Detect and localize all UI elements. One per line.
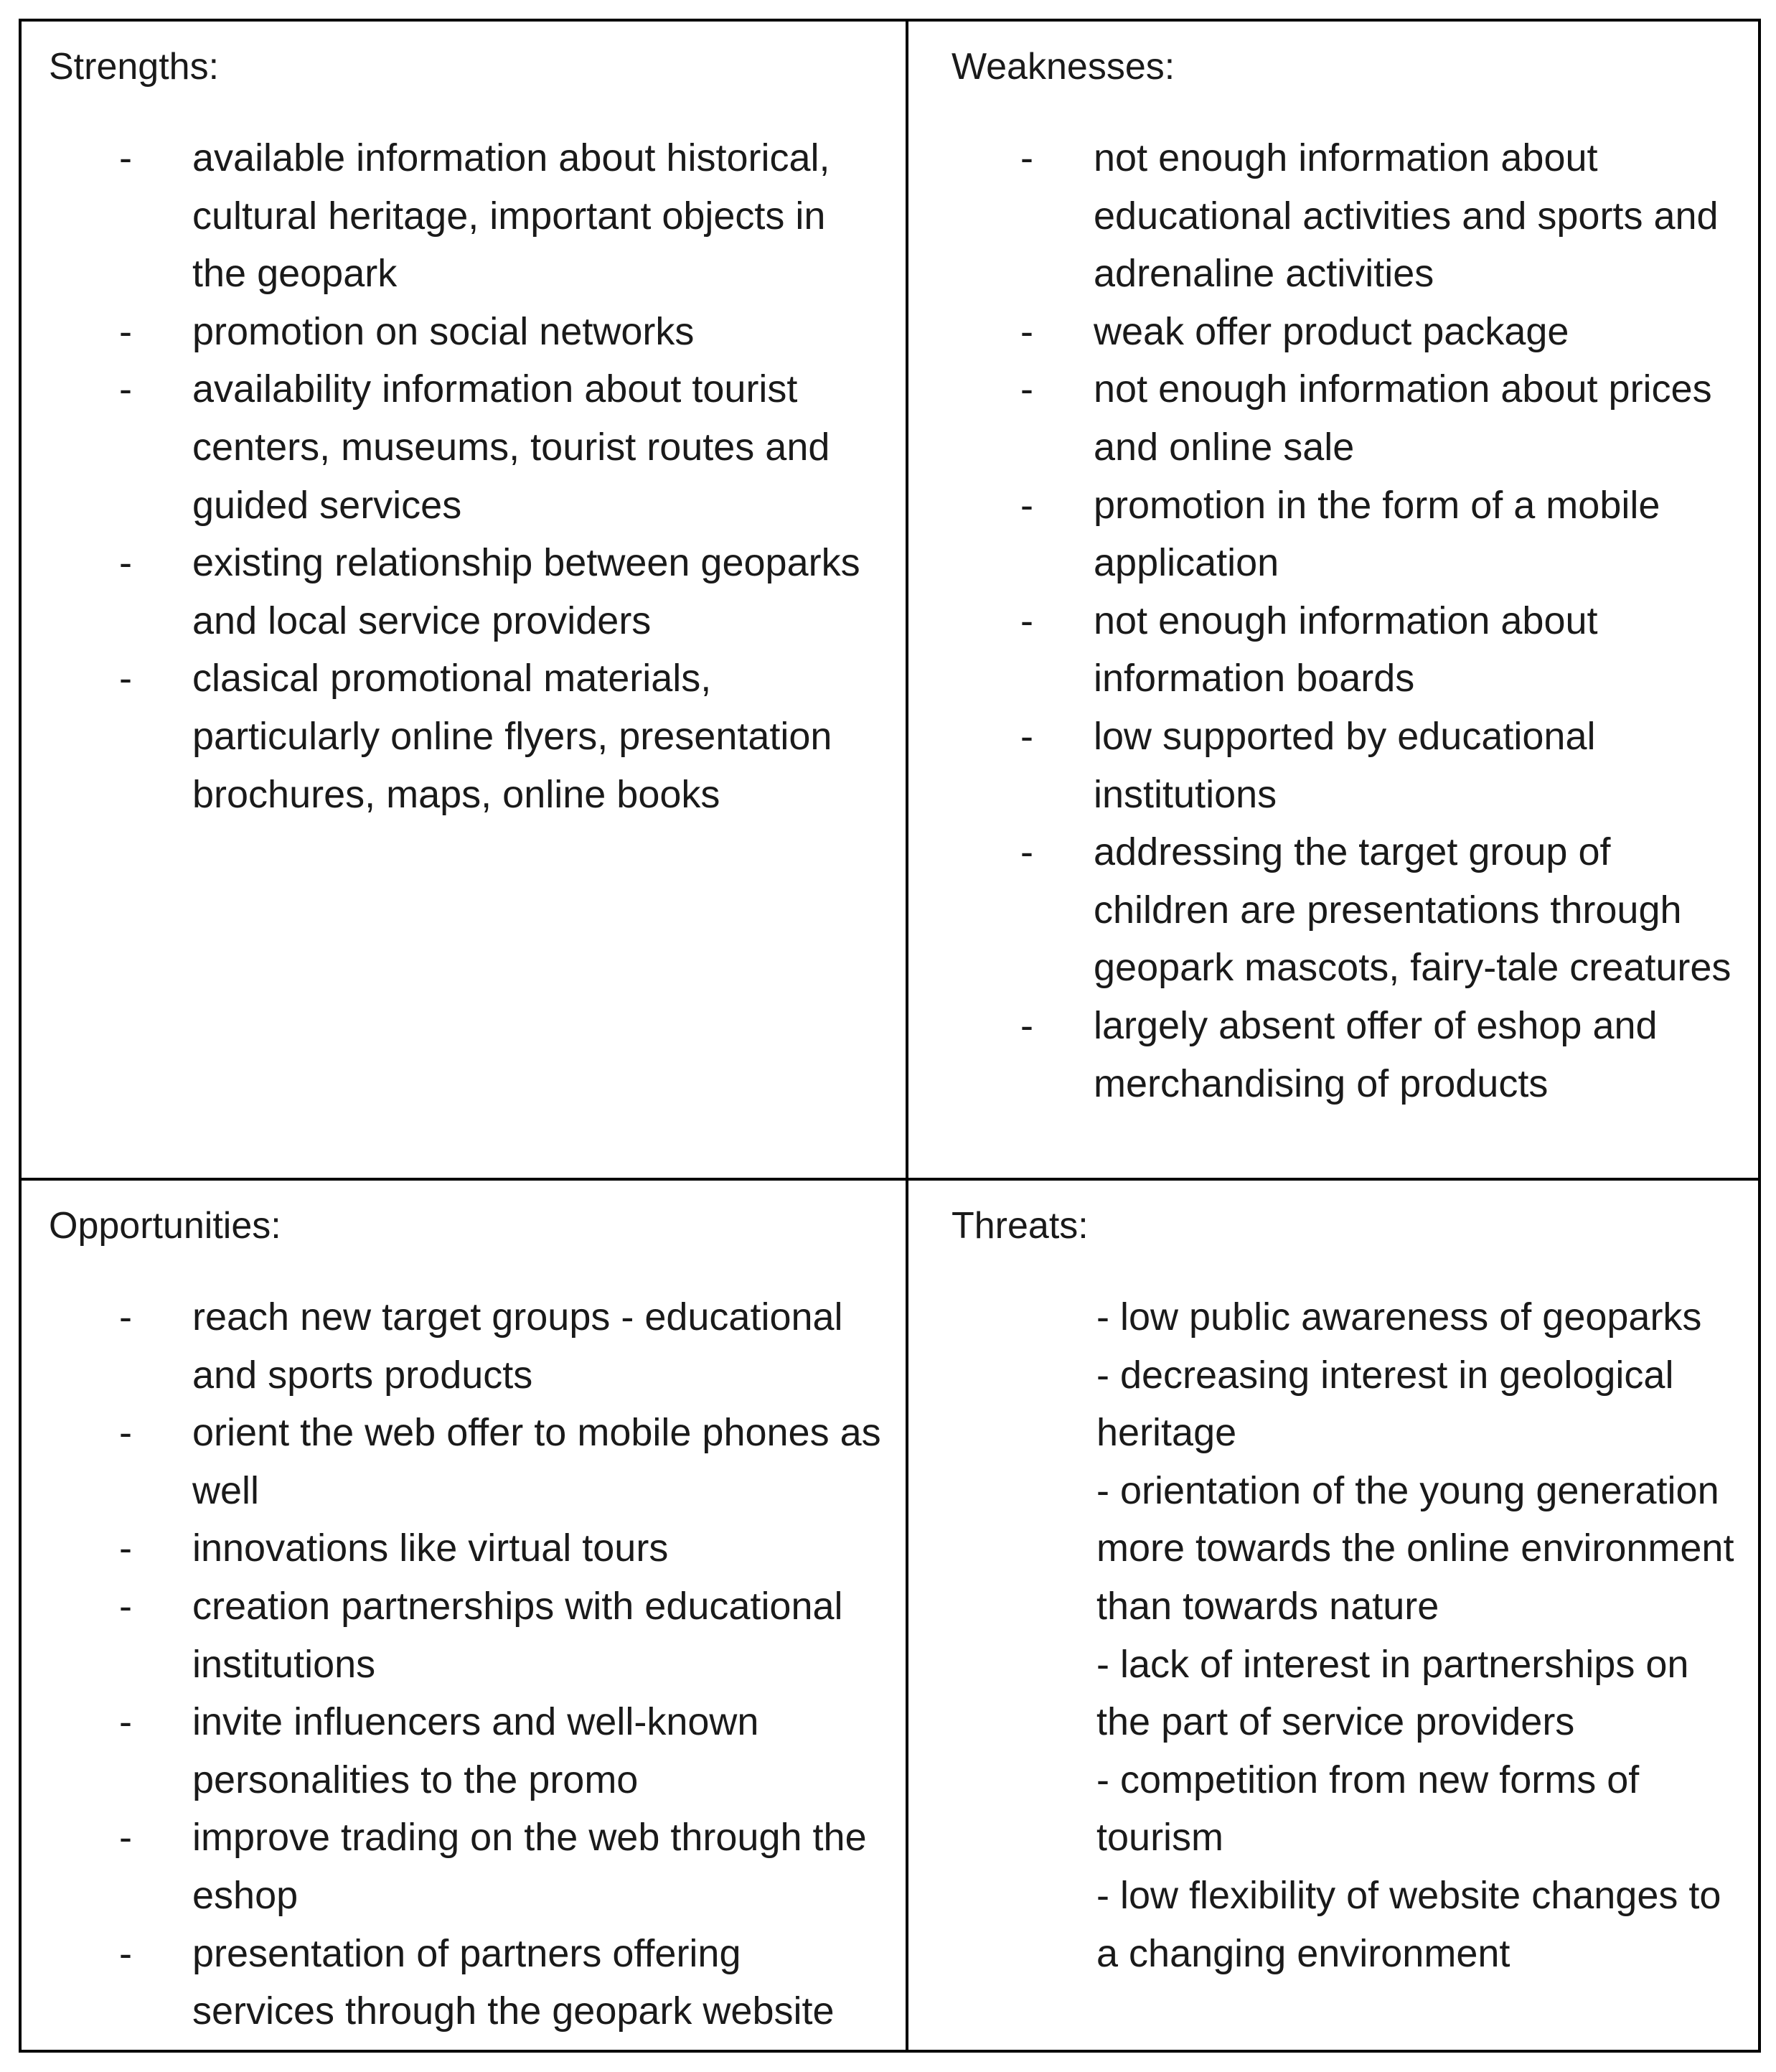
list-item-text: low supported by educational institutions [1094, 714, 1596, 816]
list-item [908, 360, 1748, 476]
list-item [908, 129, 1748, 303]
list-item: - orientation of the young generation more towards the online environment than towards nature [1096, 1468, 1734, 1628]
dash-bullet: - [119, 367, 132, 411]
dash-bullet: - [119, 657, 132, 700]
strengths-title: Strengths: [49, 46, 220, 88]
list-item [908, 823, 1748, 997]
dash-bullet: - [1020, 483, 1033, 527]
dash-bullet: - [1020, 599, 1033, 642]
dash-bullet: - [119, 1527, 132, 1570]
list-item [22, 1809, 883, 1924]
list-item-text: clasical promotional materials, particularly online flyers, presentation brochures, maps, online books [192, 657, 832, 816]
opportunities-cell [22, 1181, 906, 2053]
list-item: - competition from new forms of tourism [1096, 1758, 1640, 1860]
swot-table [19, 19, 1761, 2053]
list-item [22, 1288, 883, 1404]
list-item [22, 303, 883, 361]
list-item-text: largely absent offer of eshop and merchandising of products [1094, 1003, 1658, 1105]
list-item: - low public awareness of geoparks [1096, 1295, 1702, 1339]
list-item [22, 1519, 883, 1578]
list-item [22, 1693, 883, 1809]
list-item-text: improve trading on the web through the eshop [192, 1816, 867, 1917]
dash-bullet: - [1020, 1003, 1033, 1047]
list-item [22, 1578, 883, 1693]
list-item-text: promotion on social networks [192, 309, 695, 353]
opportunities-list [22, 1288, 883, 2040]
list-item-text: innovations like virtual tours [192, 1527, 669, 1570]
list-item [22, 360, 883, 534]
dash-bullet: - [1020, 830, 1033, 874]
list-item-text: reach new target groups - educational and sports products [192, 1295, 843, 1397]
list-item-text: presentation of partners offering services through the geopark website [192, 1931, 835, 2033]
dash-bullet: - [119, 541, 132, 585]
list-item-text: weak offer product package [1094, 309, 1569, 353]
list-item [908, 708, 1748, 823]
list-item-text: existing relationship between geoparks and local service providers [192, 541, 860, 642]
list-item [908, 997, 1748, 1112]
list-item-text: not enough information about prices and online sale [1094, 367, 1712, 469]
dash-bullet: - [119, 136, 132, 179]
dash-bullet: - [119, 1816, 132, 1860]
dash-bullet: - [119, 1584, 132, 1628]
weaknesses-list [908, 129, 1748, 1112]
dash-bullet: - [119, 1700, 132, 1744]
list-item [908, 477, 1748, 592]
list-item-text: not enough information about educational activities and sports and adrenaline activities [1094, 136, 1719, 296]
dash-bullet: - [119, 1931, 132, 1975]
list-item-text: availability information about tourist centers, museums, tourist routes and guided services [192, 367, 830, 527]
list-item-text: available information about historical, cultural heritage, important objects in the geopark [192, 136, 830, 296]
list-item-text: orient the web offer to mobile phones as well [192, 1411, 881, 1512]
list-item-text: addressing the target group of children are presentations through geopark mascots, fairy-tale creatures [1094, 830, 1732, 990]
dash-bullet: - [119, 309, 132, 353]
strengths-cell [22, 22, 906, 1178]
list-item [22, 534, 883, 650]
dash-bullet: - [119, 1295, 132, 1339]
list-item: - decreasing interest in geological heritage [1096, 1353, 1674, 1455]
list-item: - low flexibility of website changes to a changing environment [1096, 1873, 1721, 1975]
threats-list [1096, 1288, 1742, 1982]
list-item [22, 1925, 883, 2040]
threats-title: Threats: [952, 1205, 1089, 1247]
dash-bullet: - [119, 1411, 132, 1455]
dash-bullet: - [1020, 136, 1033, 179]
list-item: - lack of interest in partnerships on the part of service providers [1096, 1642, 1689, 1744]
list-item [908, 592, 1748, 708]
dash-bullet: - [1020, 714, 1033, 758]
list-item-text: promotion in the form of a mobile application [1094, 483, 1660, 585]
list-item [908, 303, 1748, 361]
threats-cell [908, 1181, 1761, 2053]
list-item [22, 129, 883, 303]
list-item [22, 1404, 883, 1519]
weaknesses-title: Weaknesses: [952, 46, 1175, 88]
list-item-text: not enough information about information boards [1094, 599, 1598, 700]
opportunities-title: Opportunities: [49, 1205, 281, 1247]
dash-bullet: - [1020, 367, 1033, 411]
list-item-text: creation partnerships with educational institutions [192, 1584, 843, 1686]
dash-bullet: - [1020, 309, 1033, 353]
list-item [22, 650, 883, 823]
weaknesses-cell [908, 22, 1761, 1178]
strengths-list [22, 129, 883, 823]
list-item-text: invite influencers and well-known personalities to the promo [192, 1700, 759, 1801]
